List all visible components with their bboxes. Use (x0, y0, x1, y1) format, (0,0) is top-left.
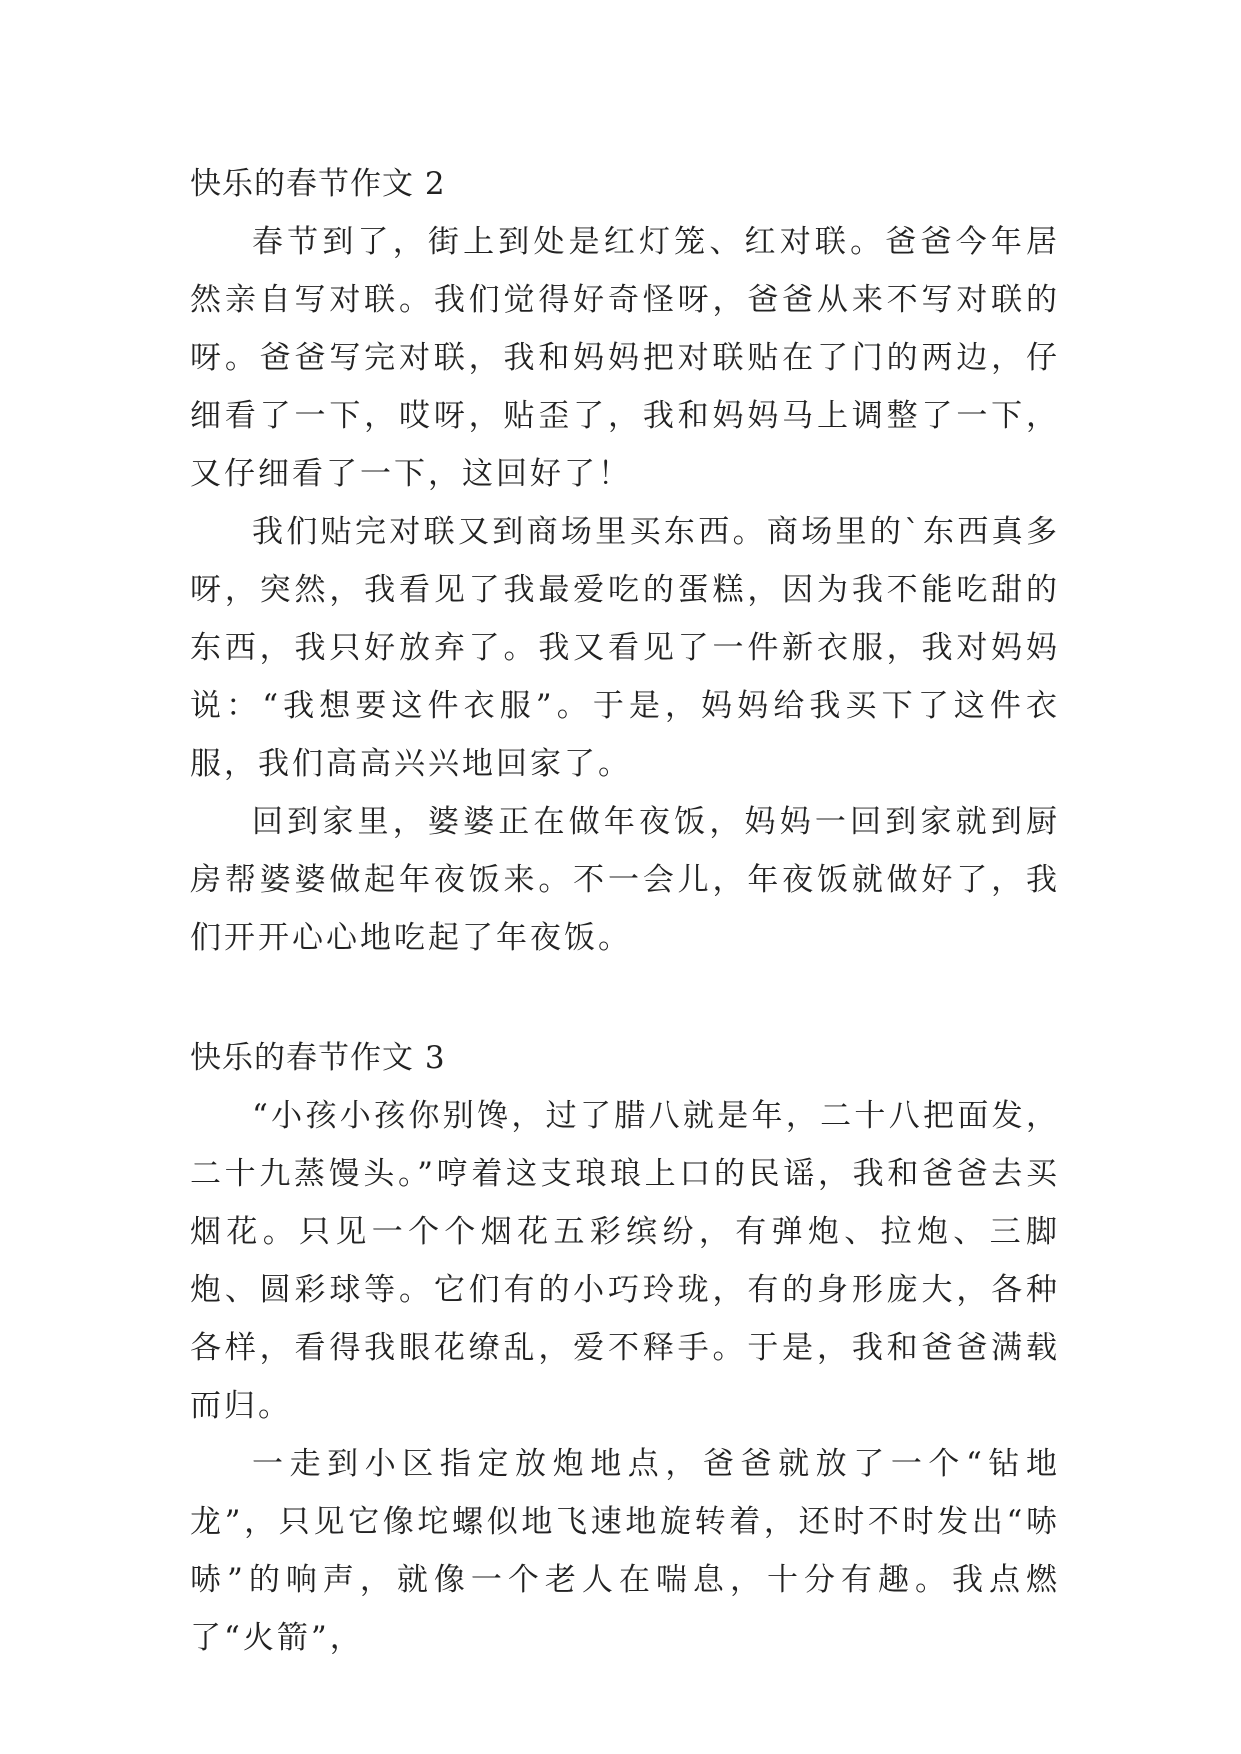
essay-2-title: 快乐的春节作文 2 (190, 166, 446, 202)
essay-2-paragraph-1: 春节到了，街上到处是红灯笼、红对联。爸爸今年居然亲自写对联。我们觉得好奇怪呀，爸爸从来不写对联的呀。爸爸写完对联，我和妈妈把对联贴在了门的两边，仔细看了一下，哎呀，贴歪了，我和妈妈马上调整了一下，又仔细看了一下，这回好了！ (190, 224, 1060, 492)
essay-3-title: 快乐的春节作文 3 (190, 1040, 446, 1076)
essay-3-paragraph-1: “小孩小孩你别馋，过了腊八就是年，二十八把面发，二十九蒸馒头。”哼着这支琅琅上口的民谣，我和爸爸去买烟花。只见一个个烟花五彩缤纷，有弹炮、拉炮、三脚炮、圆彩球等。它们有的小巧玲珑，有的身形庞大，各种各样，看得我眼花缭乱，爱不释手。于是，我和爸爸满载而归。 (190, 1098, 1060, 1424)
essay-3-paragraph-2: 一走到小区指定放炮地点，爸爸就放了一个“钻地龙”，只见它像坨螺似地飞速地旋转着，还时不时发出“哧哧”的响声，就像一个老人在喘息，十分有趣。我点燃了“火箭”， (190, 1446, 1060, 1656)
essay-2-paragraph-3: 回到家里，婆婆正在做年夜饭，妈妈一回到家就到厨房帮婆婆做起年夜饭来。不一会儿，年夜饭就做好了，我们开开心心地吃起了年夜饭。 (190, 804, 1060, 956)
essay-2-paragraph-2: 我们贴完对联又到商场里买东西。商场里的`东西真多呀，突然，我看见了我最爱吃的蛋糕，因为我不能吃甜的东西，我只好放弃了。我又看见了一件新衣服，我对妈妈说：“我想要这件衣服”。于是，妈妈给我买下了这件衣服，我们高高兴兴地回家了。 (190, 514, 1060, 782)
document-content (190, 155, 1060, 1667)
section-spacer (190, 967, 1060, 1029)
essay-2 (190, 155, 1060, 967)
essay-3 (190, 1029, 1060, 1667)
